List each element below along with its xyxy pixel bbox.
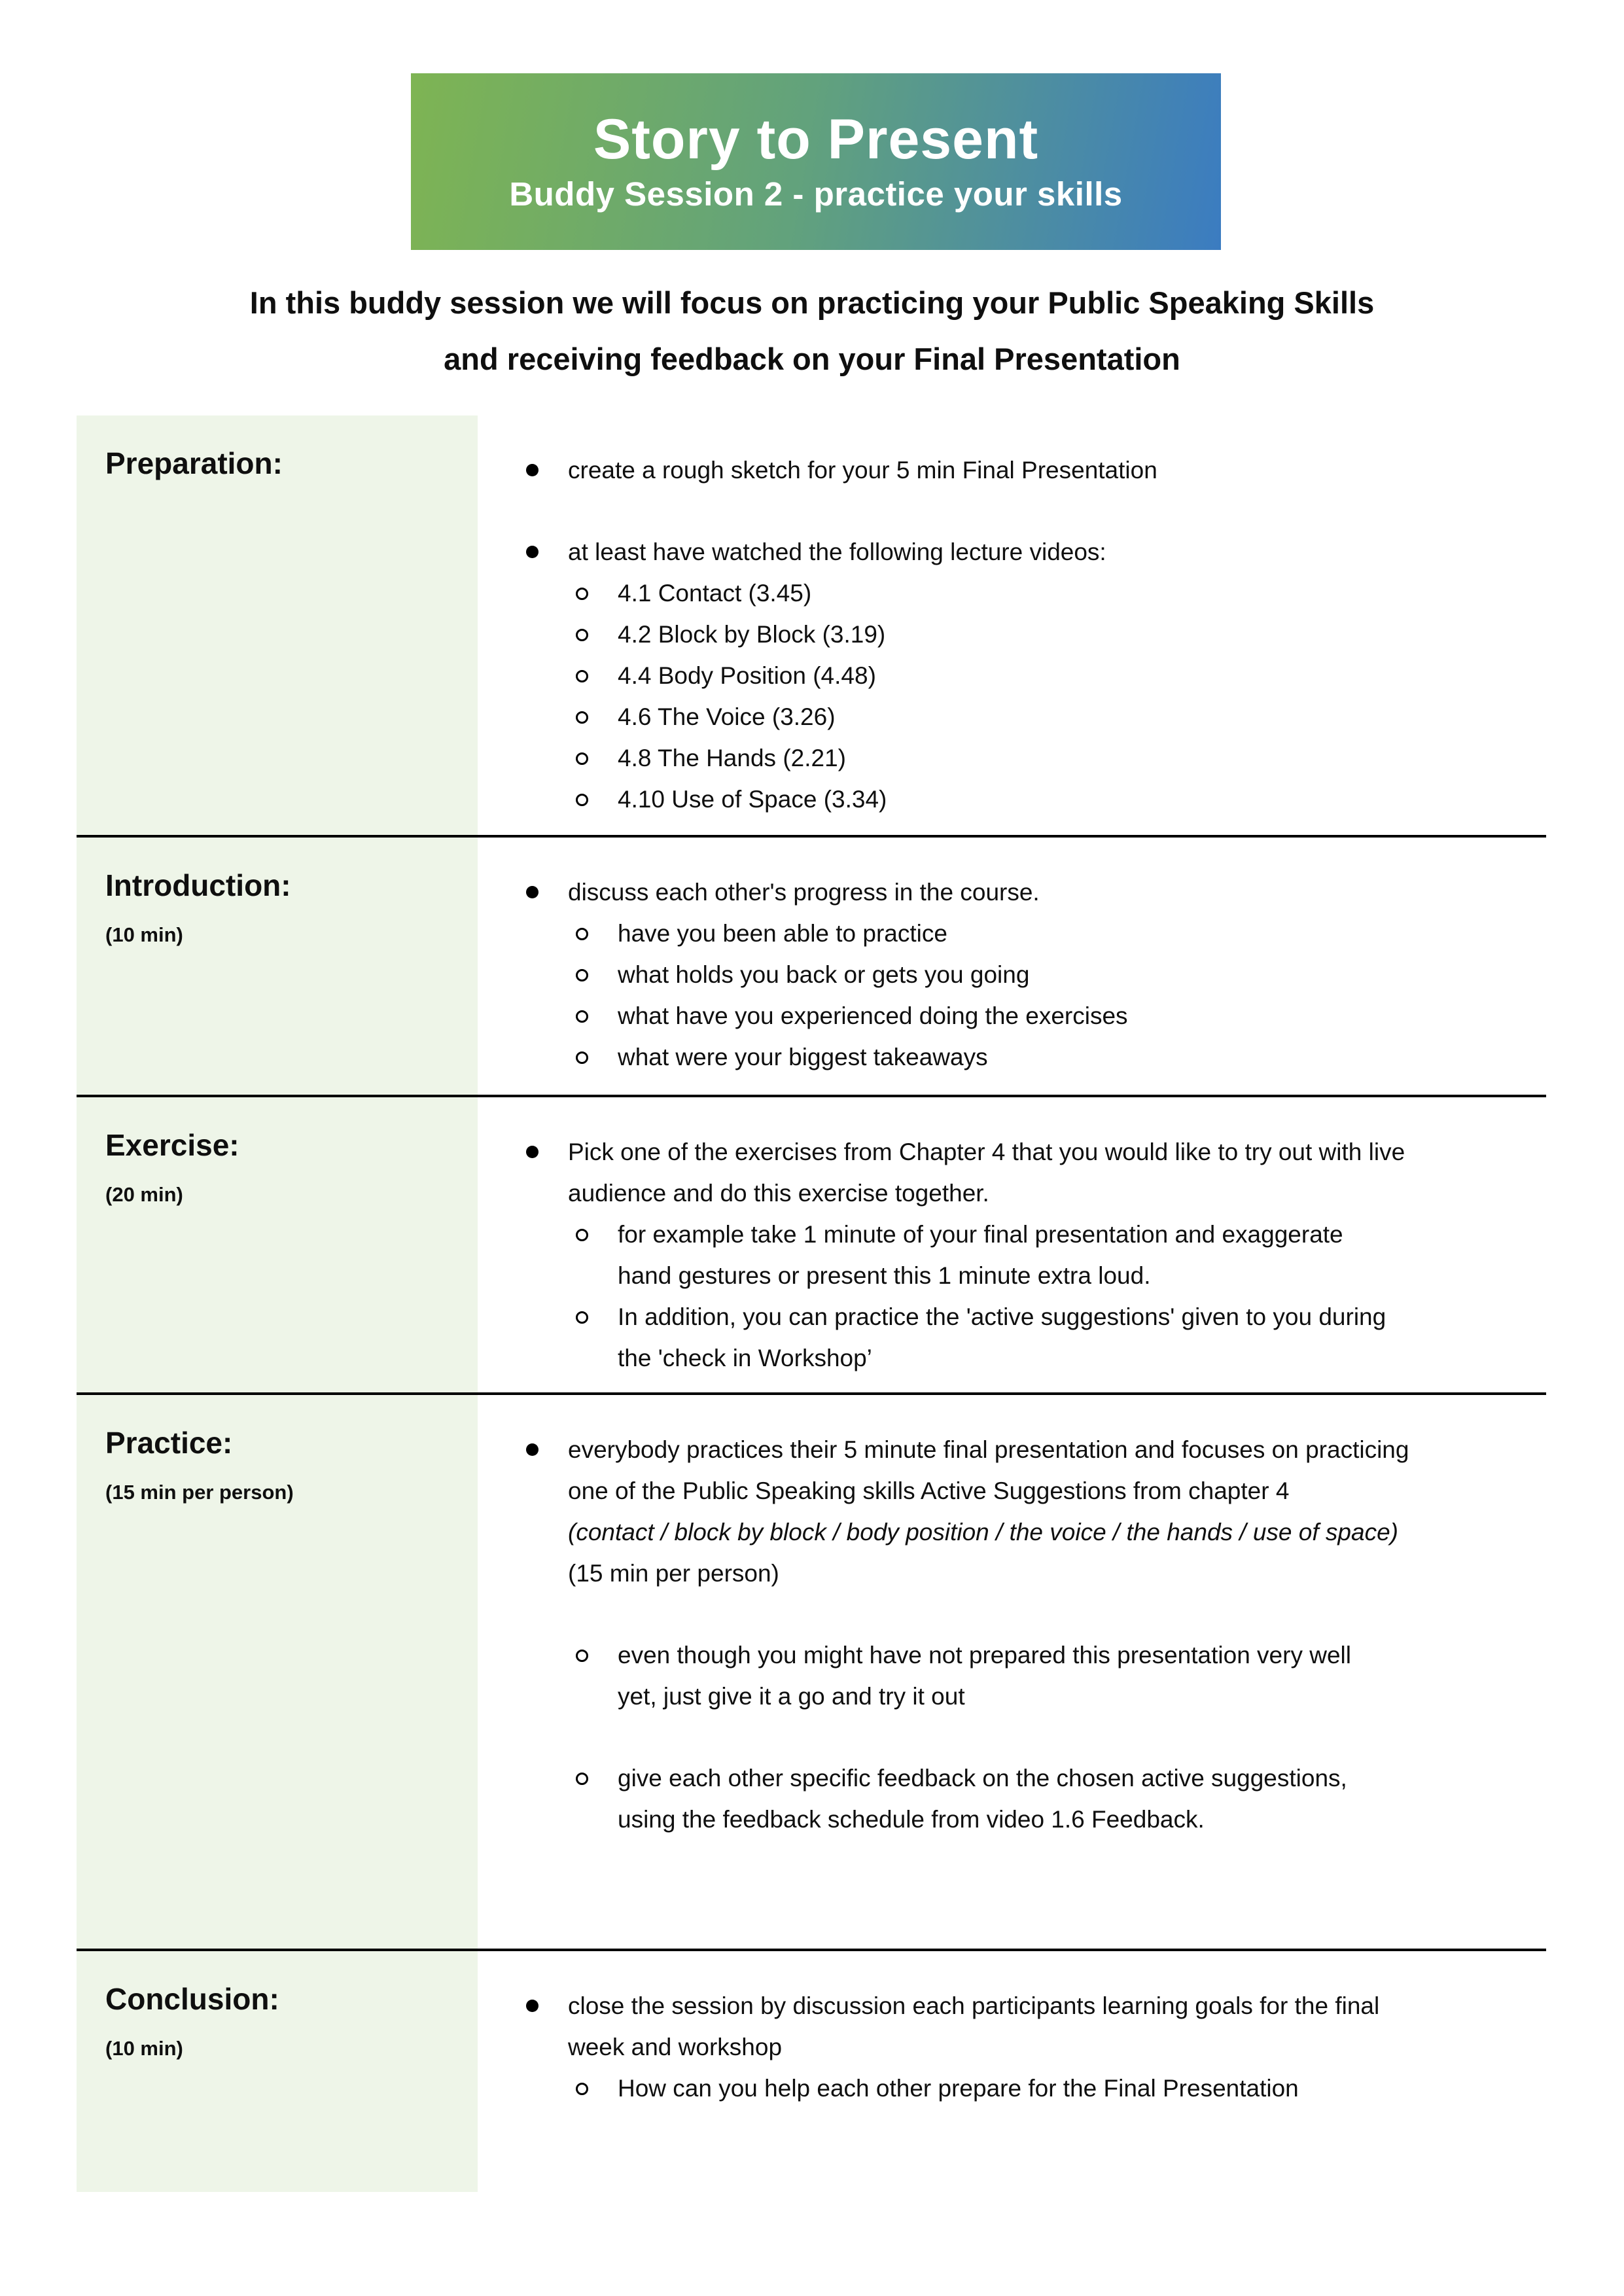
bullet-text: create a rough sketch for your 5 min Final Presentation bbox=[568, 457, 1157, 484]
bullet-item bbox=[478, 1036, 1527, 1078]
bullet-item bbox=[478, 1757, 1527, 1840]
section-duration: (10 min) bbox=[105, 923, 183, 947]
disc-bullet-icon bbox=[526, 464, 538, 476]
bullet-item bbox=[478, 1985, 1527, 2068]
section-label-cell bbox=[77, 838, 478, 1095]
agenda-section bbox=[77, 1095, 1546, 1392]
section-content bbox=[478, 1951, 1546, 2192]
circle-bullet-icon bbox=[576, 1051, 588, 1064]
bullet-item bbox=[478, 531, 1527, 573]
section-content bbox=[478, 1395, 1546, 1949]
bullet-text: give each other specific feedback on the chosen active suggestions, using the feedback schedule from video 1.6 Feedback. bbox=[618, 1765, 1347, 1833]
circle-bullet-icon bbox=[576, 1229, 588, 1241]
bullet-item bbox=[478, 954, 1527, 995]
agenda-section bbox=[77, 835, 1546, 1095]
bullet-text: How can you help each other prepare for the Final Presentation bbox=[618, 2075, 1299, 2102]
bullet-item bbox=[478, 614, 1527, 655]
section-duration: (10 min) bbox=[105, 2037, 183, 2060]
banner bbox=[411, 73, 1221, 250]
bullet-text: have you been able to practice bbox=[618, 920, 947, 947]
bullet-text: for example take 1 minute of your final presentation and exaggerate hand gestures or present this 1 minute extra loud. bbox=[618, 1221, 1343, 1289]
bullet-item bbox=[478, 737, 1527, 779]
bullet-text: even though you might have not prepared this presentation very well yet, just give it a go and try it out bbox=[618, 1642, 1351, 1710]
circle-bullet-icon bbox=[576, 670, 588, 682]
section-label-cell bbox=[77, 415, 478, 835]
bullet-item bbox=[478, 1131, 1527, 1214]
bullet-text: 4.1 Contact (3.45) bbox=[618, 580, 812, 607]
section-label: Conclusion: bbox=[105, 1982, 279, 2016]
bullet-item bbox=[478, 655, 1527, 696]
section-label: Introduction: bbox=[105, 868, 291, 902]
disc-bullet-icon bbox=[526, 1146, 538, 1158]
agenda-section bbox=[77, 1392, 1546, 1949]
circle-bullet-icon bbox=[576, 1650, 588, 1662]
section-label-cell bbox=[77, 1951, 478, 2192]
bullet-text: 4.6 The Voice (3.26) bbox=[618, 703, 836, 730]
section-content bbox=[478, 1097, 1546, 1392]
disc-bullet-icon bbox=[526, 2000, 538, 2012]
circle-bullet-icon bbox=[576, 1311, 588, 1324]
bullet-item bbox=[478, 696, 1527, 737]
circle-bullet-icon bbox=[576, 1010, 588, 1023]
circle-bullet-icon bbox=[576, 588, 588, 600]
bullet-item bbox=[478, 779, 1527, 820]
disc-bullet-icon bbox=[526, 546, 538, 558]
section-content bbox=[478, 415, 1546, 835]
intro-heading bbox=[39, 275, 1585, 387]
section-duration: (15 min per person) bbox=[105, 1481, 294, 1504]
circle-bullet-icon bbox=[576, 794, 588, 806]
bullet-item bbox=[478, 1634, 1527, 1717]
section-label-cell bbox=[77, 1395, 478, 1949]
bullet-text: 4.2 Block by Block (3.19) bbox=[618, 621, 886, 648]
bullet-text: at least have watched the following lecture videos: bbox=[568, 539, 1106, 565]
bullet-item bbox=[478, 1296, 1527, 1379]
agenda-table bbox=[77, 415, 1546, 2192]
disc-bullet-icon bbox=[526, 1443, 538, 1456]
circle-bullet-icon bbox=[576, 2083, 588, 2095]
agenda-section bbox=[77, 1949, 1546, 2192]
circle-bullet-icon bbox=[576, 969, 588, 981]
bullet-text: what have you experienced doing the exercises bbox=[618, 1002, 1128, 1029]
intro-line-1: In this buddy session we will focus on practicing your Public Speaking Skills bbox=[249, 285, 1375, 320]
section-label: Exercise: bbox=[105, 1128, 239, 1162]
section-label: Practice: bbox=[105, 1426, 233, 1460]
bullet-text: discuss each other's progress in the course. bbox=[568, 879, 1040, 906]
bullet-text: what were your biggest takeaways bbox=[618, 1044, 988, 1070]
bullet-text: close the session by discussion each participants learning goals for the final week and workshop bbox=[568, 1992, 1380, 2060]
bullet-text: 4.4 Body Position (4.48) bbox=[618, 662, 876, 689]
bullet-text: 4.10 Use of Space (3.34) bbox=[618, 786, 887, 813]
section-label-cell bbox=[77, 1097, 478, 1392]
banner-title: Story to Present bbox=[593, 108, 1039, 171]
bullet-item bbox=[478, 2068, 1527, 2109]
circle-bullet-icon bbox=[576, 1773, 588, 1785]
bullet-item bbox=[478, 1429, 1527, 1594]
bullet-item bbox=[478, 995, 1527, 1036]
bullet-item bbox=[478, 450, 1527, 491]
section-label: Preparation: bbox=[105, 446, 283, 480]
bullet-text: 4.8 The Hands (2.21) bbox=[618, 745, 846, 771]
circle-bullet-icon bbox=[576, 711, 588, 724]
bullet-text: Pick one of the exercises from Chapter 4 that you would like to try out with live audience and do this exercise together. bbox=[568, 1139, 1405, 1207]
banner-subtitle: Buddy Session 2 - practice your skills bbox=[509, 175, 1123, 213]
bullet-item bbox=[478, 913, 1527, 954]
bullet-text: what holds you back or gets you going bbox=[618, 961, 1030, 988]
section-content bbox=[478, 838, 1546, 1095]
bullet-item bbox=[478, 1214, 1527, 1296]
circle-bullet-icon bbox=[576, 752, 588, 765]
bullet-item bbox=[478, 573, 1527, 614]
agenda-section bbox=[77, 415, 1546, 835]
bullet-item bbox=[478, 872, 1527, 913]
section-duration: (20 min) bbox=[105, 1183, 183, 1207]
intro-line-2: and receiving feedback on your Final Presentation bbox=[444, 342, 1180, 376]
bullet-text: everybody practices their 5 minute final presentation and focuses on practicing one of the Public Speaking skills Active Suggestions from chapter 4 (contact / block by block / body position / the voice / the hands / use of space) (15 min per person) bbox=[568, 1436, 1409, 1587]
circle-bullet-icon bbox=[576, 928, 588, 940]
disc-bullet-icon bbox=[526, 886, 538, 898]
circle-bullet-icon bbox=[576, 629, 588, 641]
bullet-text: In addition, you can practice the 'active suggestions' given to you during the 'check in Workshop’ bbox=[618, 1303, 1386, 1371]
